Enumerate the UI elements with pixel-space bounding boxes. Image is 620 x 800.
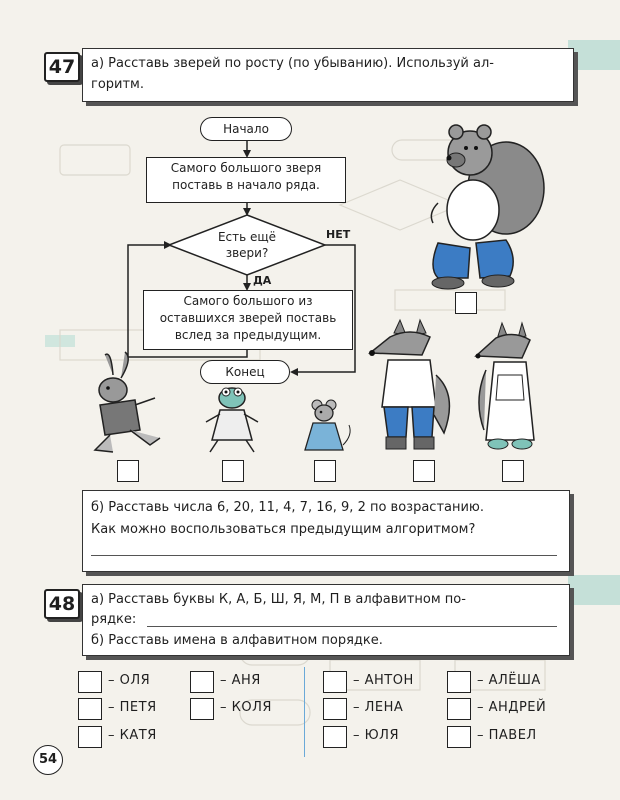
mouse-illustration bbox=[295, 395, 355, 457]
task-47b-text-line2: Как можно воспользоваться предыдущим алгоритмом? bbox=[91, 522, 476, 537]
answer-box-bear[interactable] bbox=[455, 292, 477, 314]
task-47-number: 47 bbox=[44, 52, 80, 82]
name-olya: – ОЛЯ bbox=[108, 673, 151, 688]
name-petya: – ПЕТЯ bbox=[108, 700, 157, 715]
name-box-lena[interactable] bbox=[323, 698, 347, 720]
name-box-anton[interactable] bbox=[323, 671, 347, 693]
task-48a-answer-line[interactable] bbox=[147, 626, 557, 627]
step-2-line2: оставшихся зверей поставь bbox=[159, 311, 337, 325]
bear-illustration bbox=[418, 118, 558, 293]
answer-box-wolf[interactable] bbox=[502, 460, 524, 482]
task-48-box bbox=[82, 584, 570, 656]
name-andrey: – АНДРЕЙ bbox=[477, 700, 547, 715]
frog-illustration bbox=[200, 382, 265, 457]
name-box-anya[interactable] bbox=[190, 671, 214, 693]
task-48a-text-line2: рядке: bbox=[91, 612, 137, 627]
task-47a-text-line1: а) Расставь зверей по росту (по убыванию). Используй ал- bbox=[91, 56, 494, 71]
name-box-yulya[interactable] bbox=[323, 726, 347, 748]
page-number: 54 bbox=[33, 745, 63, 775]
step-2-line3: вслед за предыдущим. bbox=[174, 328, 322, 342]
name-katya: – КАТЯ bbox=[108, 728, 157, 743]
answer-box-frog[interactable] bbox=[222, 460, 244, 482]
wolf-illustration bbox=[468, 320, 548, 455]
name-lena: – ЛЕНА bbox=[353, 700, 404, 715]
flowchart-end: Конец bbox=[200, 360, 290, 384]
task-48b-text: б) Расставь имена в алфавитном порядке. bbox=[91, 633, 383, 648]
condition-line2: звери? bbox=[225, 246, 269, 260]
task-47a-text-line2: горитм. bbox=[91, 77, 144, 92]
name-box-pavel[interactable] bbox=[447, 726, 471, 748]
condition-line1: Есть ещё bbox=[217, 230, 277, 244]
rabbit-illustration bbox=[75, 350, 170, 455]
flowchart-yes-label: ДА bbox=[253, 274, 272, 287]
name-box-katya[interactable] bbox=[78, 726, 102, 748]
name-anya: – АНЯ bbox=[220, 673, 261, 688]
name-alyosha: – АЛЁША bbox=[477, 673, 541, 688]
name-box-petya[interactable] bbox=[78, 698, 102, 720]
names-column-divider bbox=[304, 667, 305, 757]
flowchart-step-1 bbox=[146, 157, 346, 203]
flowchart-step-2 bbox=[143, 290, 353, 350]
name-box-andrey[interactable] bbox=[447, 698, 471, 720]
task-47b-box bbox=[82, 490, 570, 572]
name-box-alyosha[interactable] bbox=[447, 671, 471, 693]
step-1-line2: поставь в начало ряда. bbox=[172, 178, 320, 192]
flowchart-condition bbox=[197, 229, 297, 261]
step-2-line1: Самого большого из bbox=[183, 294, 313, 308]
name-box-olya[interactable] bbox=[78, 671, 102, 693]
step-1-line1: Самого большого зверя bbox=[170, 161, 322, 175]
flowchart-no-label: НЕТ bbox=[326, 228, 351, 241]
answer-box-fox[interactable] bbox=[413, 460, 435, 482]
name-yulya: – ЮЛЯ bbox=[353, 728, 399, 743]
flowchart-start: Начало bbox=[200, 117, 292, 141]
name-pavel: – ПАВЕЛ bbox=[477, 728, 537, 743]
answer-box-mouse[interactable] bbox=[314, 460, 336, 482]
answer-box-rabbit[interactable] bbox=[117, 460, 139, 482]
name-kolya: – КОЛЯ bbox=[220, 700, 272, 715]
name-anton: – АНТОН bbox=[353, 673, 414, 688]
task-48a-text-line1: а) Расставь буквы К, А, Б, Ш, Я, М, П в алфавитном по- bbox=[91, 592, 466, 607]
task-48-number: 48 bbox=[44, 589, 80, 619]
name-box-kolya[interactable] bbox=[190, 698, 214, 720]
task-47b-answer-line[interactable] bbox=[91, 555, 557, 556]
fox-illustration bbox=[360, 315, 460, 455]
task-47b-text-line1: б) Расставь числа 6, 20, 11, 4, 7, 16, 9, 2 по возрастанию. bbox=[91, 500, 485, 515]
